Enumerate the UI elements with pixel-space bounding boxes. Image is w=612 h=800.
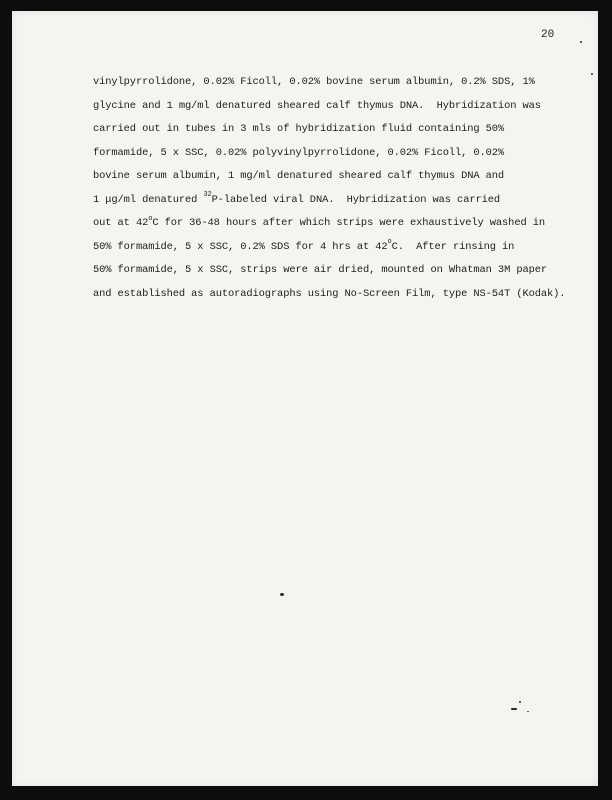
scan-speck bbox=[519, 701, 521, 703]
scan-speck bbox=[591, 73, 593, 75]
text-line bbox=[93, 212, 573, 236]
page-number: 20 bbox=[541, 29, 555, 41]
text-fragment: 50% formamide, 5 x SSC, 0.2% SDS for 4 hrs at 42 bbox=[93, 240, 388, 253]
superscript: 32 bbox=[203, 191, 212, 200]
text-fragment: C for 36-48 hours after which strips were exhaustively washed in bbox=[152, 217, 545, 229]
scan-speck bbox=[511, 708, 517, 710]
text-line: and established as autoradiographs using No-Screen Film, type NS-54T (Kodak). bbox=[93, 287, 566, 300]
superscript: o bbox=[148, 214, 153, 223]
document-page bbox=[12, 11, 598, 786]
text-fragment: 1 μg/ml denatured bbox=[93, 193, 204, 206]
methods-paragraph bbox=[93, 71, 573, 306]
scan-speck bbox=[280, 593, 284, 596]
scan-speck bbox=[527, 711, 529, 712]
text-fragment: out at 42 bbox=[93, 217, 149, 229]
scan-speck bbox=[580, 41, 582, 43]
text-line: vinylpyrrolidone, 0.02% Ficoll, 0.02% bovine serum albumin, 0.2% SDS, 1% bbox=[93, 76, 535, 88]
text-line: formamide, 5 x SSC, 0.02% polyvinylpyrrolidone, 0.02% Ficoll, 0.02% bbox=[93, 146, 505, 159]
text-line: carried out in tubes in 3 mls of hybridization fluid containing 50% bbox=[93, 123, 505, 135]
text-line: 50% formamide, 5 x SSC, strips were air dried, mounted on Whatman 3M paper bbox=[93, 264, 548, 276]
text-fragment: P-labeled viral DNA. Hybridization was carried bbox=[211, 193, 501, 206]
text-line: glycine and 1 mg/ml denatured sheared calf thymus DNA. Hybridization was bbox=[93, 99, 541, 112]
text-line bbox=[93, 236, 573, 260]
text-line bbox=[93, 189, 573, 213]
text-fragment: C. After rinsing in bbox=[391, 240, 515, 253]
superscript: o bbox=[387, 238, 392, 247]
text-line: bovine serum albumin, 1 mg/ml denatured sheared calf thymus DNA and bbox=[93, 170, 505, 182]
